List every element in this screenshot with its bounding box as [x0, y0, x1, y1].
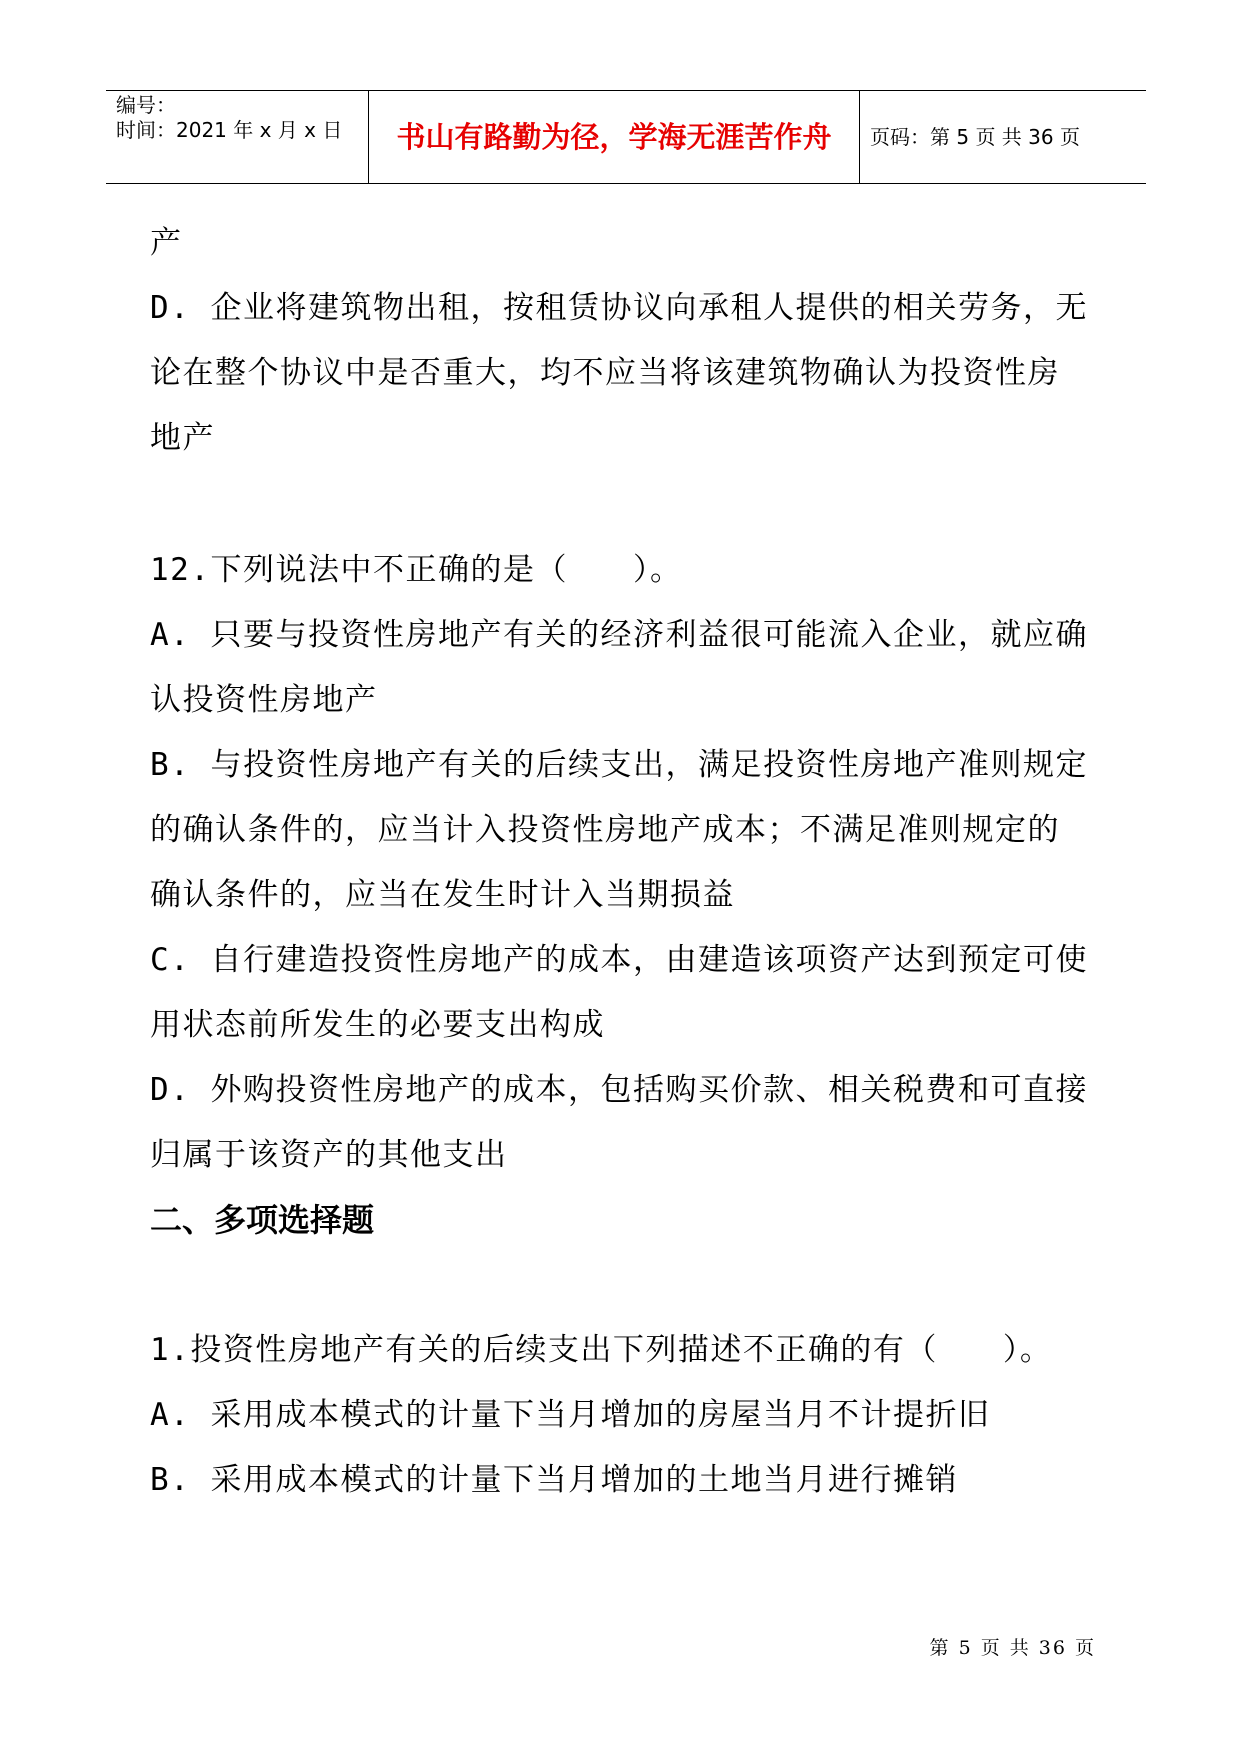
text-line: 的确认条件的，应当计入投资性房地产成本；不满足准则规定的	[150, 812, 1060, 848]
time-label: 时间：2021 年 x 月 x 日	[116, 118, 343, 142]
motto-text: 书山有路勤为径，学海无涯苦作舟	[396, 120, 832, 154]
page-header	[106, 90, 1146, 184]
text-line: 确认条件的，应当在发生时计入当期损益	[150, 877, 735, 913]
text-line: 产	[150, 225, 183, 261]
text-line: 用状态前所发生的必要支出构成	[150, 1007, 605, 1043]
page-code: 页码：第 5 页 共 36 页	[870, 125, 1080, 149]
question-1: 1.投资性房地产有关的后续支出下列描述不正确的有（ ）。	[150, 1332, 1053, 1368]
option-a: A. 采用成本模式的计量下当月增加的房屋当月不计提折旧	[150, 1397, 991, 1433]
option-c: C. 自行建造投资性房地产的成本，由建造该项资产达到预定可使	[150, 942, 1088, 978]
section-title: 二、多项选择题	[150, 1201, 375, 1239]
option-b: B. 与投资性房地产有关的后续支出，满足投资性房地产准则规定	[150, 747, 1088, 783]
option-b: B. 采用成本模式的计量下当月增加的土地当月进行摊销	[150, 1462, 958, 1498]
serial-label: 编号：	[116, 93, 176, 117]
question-12: 12.下列说法中不正确的是（ ）。	[150, 552, 683, 588]
header-meta-cell	[106, 91, 368, 183]
header-motto-cell	[368, 91, 860, 183]
text-line: 归属于该资产的其他支出	[150, 1137, 508, 1173]
text-line: 认投资性房地产	[150, 682, 378, 718]
option-a: A. 只要与投资性房地产有关的经济利益很可能流入企业，就应确	[150, 617, 1088, 653]
text-line: 地产	[150, 420, 215, 456]
text-line: D. 企业将建筑物出租，按租赁协议向承租人提供的相关劳务，无	[150, 290, 1088, 326]
option-d: D. 外购投资性房地产的成本，包括购买价款、相关税费和可直接	[150, 1072, 1088, 1108]
header-page-cell	[860, 91, 1146, 183]
page-footer: 第 5 页 共 36 页	[929, 1637, 1096, 1659]
text-line: 论在整个协议中是否重大，均不应当将该建筑物确认为投资性房	[150, 355, 1060, 391]
